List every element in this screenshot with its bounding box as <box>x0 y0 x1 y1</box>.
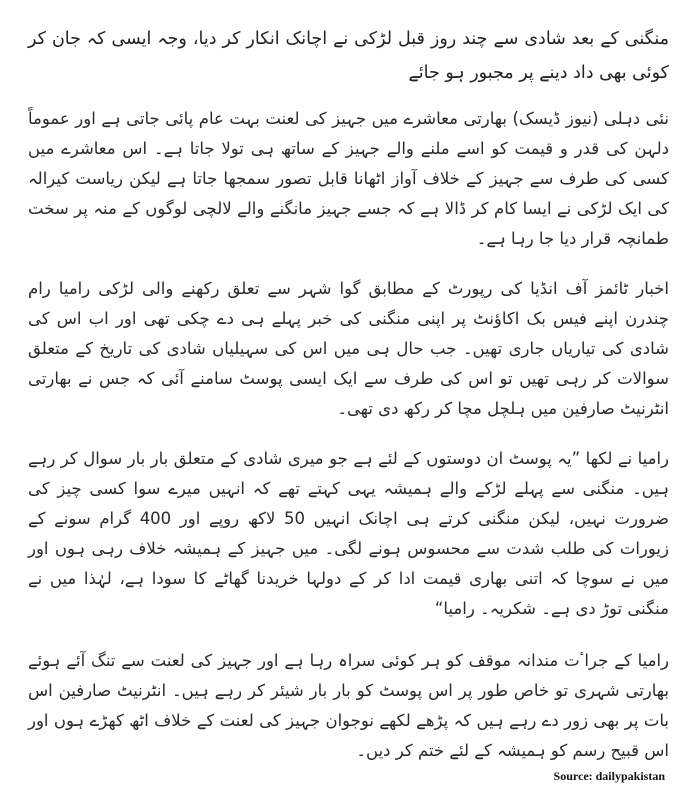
article-paragraph-4: رامیا کے جراٴت مندانہ موقف کو ہر کوئی سراہ رہا ہے اور جہیز کی لعنت سے تنگ آئے ہوئے بھارتی شہری تو خاص طور پر اس پوسٹ کو بار بار شیئر کر رہے ہیں۔ انٹرنیٹ صارفین اس بات پر بھی زور دے رہے ہیں کہ پڑھے لکھے نوجوان جہیز کی لعنت کے خلاف اٹھ کھڑے ہوں اور اس قبیح رسم کو ہمیشہ کے لئے ختم کر دیں۔ <box>28 651 669 760</box>
article <box>28 22 669 786</box>
article-headline: منگنی کے بعد شادی سے چند روز قبل لڑکی نے اچانک انکار کر دیا، وجہ ایسی کہ جان کر کوئی بھی داد دینے پر مجبور ہو جائے <box>28 29 669 83</box>
article-paragraph-1: نئی دہلی (نیوز ڈیسک) بھارتی معاشرے میں جہیز کی لعنت بہت عام پائی جاتی ہے اور عموماً دلہن کی قدر و قیمت کو اسے ملنے والے جہیز کے ساتھ ہی تولا جاتا ہے۔ اس معاشرے میں کسی کی طرف سے جہیز کے خلاف آواز اٹھانا قابل تصور سمجھا جاتا ہے لیکن ریاست کیرالہ کی ایک لڑکی نے ایسا کام کر ڈالا ہے کہ جسے جہیز مانگنے والے لالچی لوگوں کے منہ پر سخت طمانچہ قرار دیا جا رہا ہے۔ <box>28 109 669 248</box>
article-paragraph-2: اخبار ٹائمز آف انڈیا کی رپورٹ کے مطابق گوا شہر سے تعلق رکھنے والی لڑکی رامیا رام چندرن اپنے فیس بک اکاﺅنٹ پر اپنی منگنی کی خبر پہلے ہی دے چکی تھی اور اب اس کی شادی کی تیاریاں جاری تھیں۔ جب حال ہی میں اس کی سہیلیاں شادی کی تاریخ کے متعلق سوالات کر رہی تھیں تو اس کی طرف سے ایک ایسی پوسٹ سامنے آئی کہ جس نے بھارتی انٹرنیٹ صارفین میں ہلچل مچا کر رکھ دی تھی۔ <box>28 279 669 418</box>
article-paragraph-3: رامیا نے لکھا ”یہ پوسٹ ان دوستوں کے لئے ہے جو میری شادی کے متعلق بار بار سوال کر رہے ہیں۔ منگنی سے پہلے لڑکے والے ہمیشہ یہی کہتے تھے کہ انہیں میرے سوا کسی چیز کی ضرورت نہیں، لیکن منگنی کرتے ہی اچانک انہیں 50 لاکھ روپے اور 400 گرام سونے کے زیورات کی طلب شدت سے محسوس ہونے لگی۔ میں جہیز کے ہمیشہ خلاف رہی ہوں اور میں نے سوچا کہ اتنی بھاری قیمت ادا کر کے دولہا خریدنا گھاٹے کا سودا ہے، لہٰذا میں نے منگنی توڑ دی ہے۔ شکریہ۔ رامیا“ <box>28 449 669 618</box>
source-credit: Source: dailypakistan <box>553 769 665 783</box>
